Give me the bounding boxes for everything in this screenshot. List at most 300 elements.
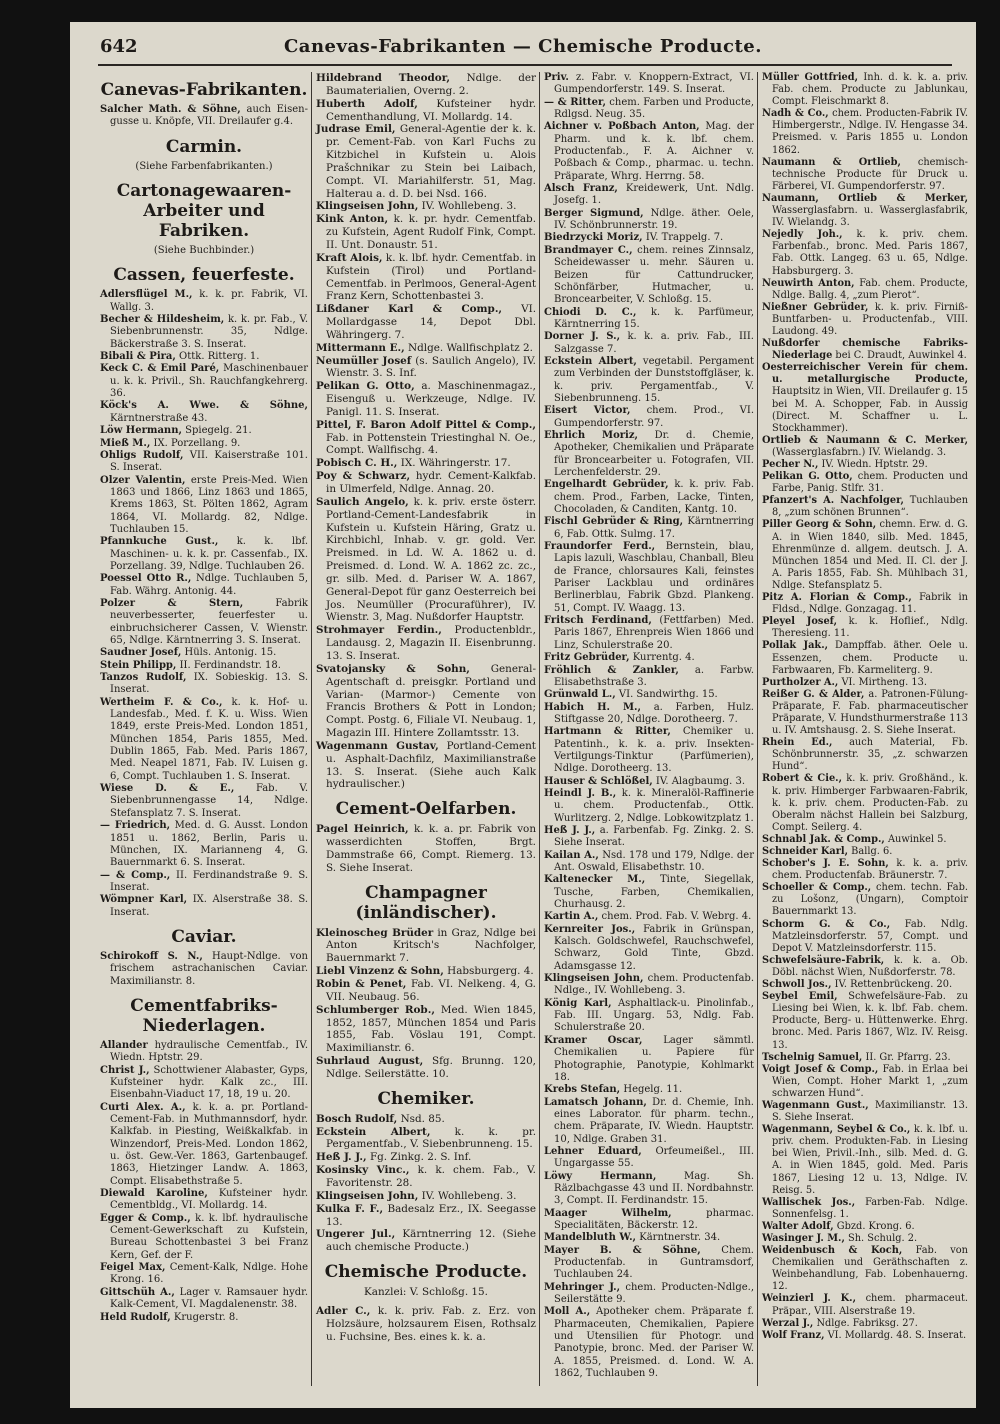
directory-entry bbox=[762, 1221, 968, 1233]
directory-entry bbox=[762, 519, 968, 592]
entry-name: Adlersflügel M., bbox=[100, 289, 193, 301]
entry-details: IX. Porzellang. 9. bbox=[150, 437, 241, 449]
entry-name: Ungerer Jul., bbox=[316, 1228, 396, 1241]
entry-name: Saudner Josef, bbox=[100, 647, 182, 659]
directory-entry bbox=[544, 479, 754, 516]
column-4 bbox=[762, 72, 968, 1342]
entry-details: chemisch-technische Producte für Druck u. Färberei, VI. Gumpendorferstr. 97. bbox=[772, 156, 968, 192]
entry-name: Tschelnig Samuel, bbox=[762, 1051, 863, 1063]
entry-name: Tanzos Rudolf, bbox=[100, 672, 187, 684]
directory-entry bbox=[544, 726, 754, 775]
directory-entry bbox=[762, 338, 968, 362]
entry-name: Köck's A. Wwe. & Söhne, bbox=[100, 400, 308, 412]
entry-details: VI. Mollardgasse 14, Depot Dbl. Währingerg. 7. bbox=[326, 303, 536, 341]
directory-entry bbox=[762, 1064, 968, 1100]
entry-details: Ndlge. der Baumaterialien, Overng. 2. bbox=[326, 72, 537, 97]
directory-entry bbox=[544, 516, 754, 541]
entry-details: Spiegelg. 21. bbox=[181, 425, 252, 437]
directory-entry bbox=[316, 823, 536, 874]
entry-name: Maager Wilhelm, bbox=[544, 1207, 672, 1219]
directory-entry bbox=[100, 400, 308, 425]
entry-details: chem. Productenfab. Ndlge., IV. Wohllebeng. 3. bbox=[554, 973, 754, 997]
entry-details: auch Material, Fb. Schönbrunnerstr. 35, „z. schwarzen Hund“. bbox=[772, 737, 968, 773]
entry-details: Farben-Fab. Ndlge. Sonnenfelsg. 1. bbox=[772, 1196, 968, 1220]
entry-details: k. k. a. pr. Portland-Cement-Fab. in Muthmannsdorf, hydr. Kalkfab. in Piesting, Weißkalkfab. in Winzendorf, Preis-Med. London 1862, u. öst. Gew.-Ver. 1863, Gartenbaugef. 1863, Hietzinger Landw. A. 1863, Compt. Elisabethstraße 5. bbox=[110, 1101, 309, 1187]
entry-details: Ottk. Ritterg. 1. bbox=[175, 351, 260, 363]
entry-name: Svatojansky & Sohn, bbox=[316, 662, 470, 675]
entry-details: k. k. Parfümeur, Kärntnerring 15. bbox=[554, 306, 754, 330]
entry-details: Kurrentg. 4. bbox=[629, 652, 695, 664]
entry-details: Hüls. Antonig. 15. bbox=[181, 647, 277, 659]
directory-entry bbox=[544, 1232, 754, 1244]
entry-details: Ndlge. Tuchlauben 5, Fab. Währg. Antonig. 44. bbox=[110, 573, 309, 597]
directory-entry bbox=[316, 470, 536, 496]
column-divider bbox=[757, 72, 758, 1386]
entry-name: Klingseisen John, bbox=[544, 973, 644, 985]
directory-page bbox=[70, 22, 976, 1408]
directory-entry bbox=[100, 1065, 308, 1102]
directory-entry bbox=[100, 1102, 308, 1188]
directory-entry bbox=[544, 1245, 754, 1282]
directory-entry bbox=[762, 1197, 968, 1221]
entry-details: in Graz, Ndlge bei Anton Kritsch's Nachfolger, Bauernmarkt 7. bbox=[326, 926, 536, 965]
directory-entry bbox=[544, 183, 754, 208]
directory-entry bbox=[762, 616, 968, 640]
entry-details: Fab. in Pottenstein Triestinghal N. Oe., Compt. Wallfischg. 4. bbox=[326, 431, 536, 457]
entry-name: Gittschüh A., bbox=[100, 1286, 175, 1298]
directory-entry bbox=[762, 689, 968, 737]
entry-details: Nsd. 85. bbox=[397, 1112, 445, 1125]
directory-entry bbox=[100, 660, 308, 672]
entry-details: k. k. pr. hydr. Cementfab. zu Kufstein, Agent Rudolf Fink, Compt. II. Unt. Donaustr. 51. bbox=[326, 213, 536, 251]
entry-details: Fabrik in Grünspan, Kalsch. Goldschwefel, Rauchschwefel, Schwarz, Gold Tinte, Gbzd. Adamsgasse 12. bbox=[554, 923, 754, 972]
section-heading: Canevas-Fabrikanten. bbox=[100, 80, 308, 100]
entry-details: auch Eisen-gusse u. Knöpfe, VII. Dreilaufer g.4. bbox=[110, 104, 308, 128]
entry-name: Hildebrand Theodor, bbox=[316, 72, 451, 84]
directory-entry bbox=[762, 1233, 968, 1245]
directory-entry bbox=[544, 208, 754, 233]
entry-name: Lißdaner Karl & Comp., bbox=[316, 303, 503, 316]
directory-entry bbox=[762, 979, 968, 991]
entry-name: Keck C. & Emil Paré, bbox=[100, 363, 220, 375]
entry-name: Hartmann & Ritter, bbox=[544, 726, 671, 738]
entry-name: Wolf Franz, bbox=[762, 1329, 825, 1341]
directory-entry bbox=[100, 870, 308, 895]
column-divider bbox=[311, 72, 312, 1386]
directory-entry bbox=[316, 1228, 536, 1254]
entry-details: Wasserglasfabrn. u. Wasserglasfabrik, IV. Wielandg. 3. bbox=[772, 205, 968, 229]
entry-name: Schlumberger Rob., bbox=[316, 1003, 435, 1016]
entry-details: Orfeumeißel., III. Ungargasse 55. bbox=[554, 1145, 754, 1170]
entry-name: Eckstein Albert, bbox=[544, 355, 637, 367]
entry-name: Lamatsch Johann, bbox=[544, 1096, 647, 1108]
entry-name: Schober's J. E. Sohn, bbox=[762, 858, 889, 870]
directory-entry bbox=[100, 894, 308, 919]
entry-details: Tuchlauben 8, „zum schönen Brunnen“. bbox=[772, 495, 969, 519]
directory-entry bbox=[544, 776, 754, 788]
directory-entry bbox=[100, 1262, 308, 1287]
directory-entry bbox=[316, 200, 536, 213]
directory-entry bbox=[762, 846, 968, 858]
entry-name: Mieß M., bbox=[100, 437, 151, 449]
directory-entry bbox=[316, 1113, 536, 1126]
entry-details: IV. Wohllebeng. 3. bbox=[418, 200, 517, 213]
entry-details: k. k. Mineralöl-Raffinerie u. chem. Productenfab., Ottk. Wurlitzerg. 2, Ndlge. Lobkowitzplatz 1. bbox=[554, 787, 754, 824]
entry-name: Fraundorfer Ferd., bbox=[544, 541, 656, 553]
directory-entry bbox=[100, 351, 308, 363]
entry-name: Wasinger J. M., bbox=[762, 1233, 845, 1244]
entry-name: Brandmayer C., bbox=[544, 244, 633, 256]
directory-entry bbox=[100, 1040, 308, 1065]
entry-name: Weinzierl J. K., bbox=[762, 1293, 857, 1305]
directory-entry bbox=[762, 229, 968, 277]
entry-details: Maschinenbauer u. k. k. Privil., Sh. Rauchfangkehrerg. 36. bbox=[110, 363, 308, 400]
entry-details: Sfg. Brunng. 120, Ndlge. Seilerstätte. 10. bbox=[326, 1055, 536, 1080]
entry-details: Portland-Cement u. Asphalt-Dachfilz, Maximilianstraße 13. S. Inserat. (Siehe auch Kalk hydraulischer.) bbox=[326, 739, 536, 791]
entry-name: Strohmayer Ferdin., bbox=[316, 624, 442, 637]
directory-entry bbox=[762, 882, 968, 918]
entry-details: Fabrik in Fldsd., Ndlge. Gonzagag. 11. bbox=[772, 592, 968, 616]
entry-name: Kink Anton, bbox=[316, 213, 389, 226]
entry-name: Nießner Gebrüder, bbox=[762, 301, 869, 313]
entry-name: Kraft Alois, bbox=[316, 251, 383, 264]
entry-details: erste Preis-Med. Wien 1863 und 1866, Linz 1863 und 1865, Krems 1863, St. Pölten 1862, Agram 1864, VI. Mollardg. 82, Ndlge. Tuchlauben 15. bbox=[110, 474, 308, 535]
entry-details: Nsd. 178 und 179, Ndlge. der Ant. Oswald, Elisabethstr. 10. bbox=[554, 849, 754, 873]
entry-name: Pobisch C. H., bbox=[316, 457, 398, 470]
entry-details: Med. Wien 1845, 1852, 1857, München 1854 und Paris 1855, Fab. Vöslau 191, Compt. Maximilianstr. 6. bbox=[326, 1003, 537, 1055]
directory-entry bbox=[544, 1208, 754, 1233]
entry-name: Werzal J., bbox=[762, 1317, 814, 1329]
entry-details: Dr. d. Chemie, Inh. eines Laborator. für pharm. techn., chem. Präparate, IV. Wiedn. Hauptstr. 10, Ndlge. Graben 31. bbox=[554, 1096, 754, 1145]
entry-name: Pelikan G. Otto, bbox=[316, 380, 415, 393]
directory-entry bbox=[544, 541, 754, 615]
directory-entry bbox=[762, 592, 968, 616]
entry-details: k. k. a. priv. chem. Productenfab. Bräunerstr. 7. bbox=[772, 858, 968, 882]
directory-entry bbox=[100, 951, 308, 988]
entry-name: Neuwirth Anton, bbox=[762, 277, 855, 289]
entry-details: Kufsteiner hydr. Cementhandlung, VI. Mollardg. 14. bbox=[326, 97, 536, 123]
directory-entry bbox=[316, 72, 536, 98]
directory-entry bbox=[316, 355, 536, 381]
entry-details: Fab. VI. Nelkeng. 4, G. VII. Neubaug. 56. bbox=[326, 978, 536, 1003]
directory-entry bbox=[100, 573, 308, 598]
directory-entry bbox=[544, 405, 754, 430]
entry-name: Schwefelsäure-Fabrik, bbox=[762, 954, 885, 966]
entry-details: IV. Wiedn. Hptstr. 29. bbox=[818, 459, 928, 470]
directory-entry bbox=[316, 213, 536, 252]
directory-entry bbox=[316, 965, 536, 978]
directory-entry bbox=[544, 874, 754, 911]
entry-details: a. Maschinenmagaz., Eisenguß u. Werkzeuge, Ndlge. IV. Panigl. 11. S. Inserat. bbox=[326, 380, 536, 418]
entry-details: chem. techn. Fab. zu Lošonz, (Ungarn), Comptoir Bauernmarkt 13. bbox=[772, 882, 968, 918]
column-1 bbox=[100, 72, 308, 1324]
entry-details: k. k. Hof- u. Landesfab., Med. f. K. u. Wiss. Wien 1849, erste Preis-Med. London 1851, München 1854, Paris 1855, Med. Dublin 1865, Fab. Med. Paris 1867, Med. Neapel 1871, Fab. IV. Luisen g. 6, Compt. Tuchlauben 1. S. Inserat. bbox=[110, 696, 308, 782]
entry-details: k. k. pr. Fabrik, VI. Wallg. 3. bbox=[110, 289, 308, 313]
entry-details: k. k. lbf. Maschinen- u. k. k. pr. Cassenfab., IX. Porzellang. 39, Ndlge. Tuchlauben 26. bbox=[110, 536, 308, 572]
column-2 bbox=[316, 72, 536, 1343]
entry-details: k. k. lbf. hydraulische Cement-Gewerkschaft zu Kufstein, Bureau Schottenbastei 3 bei Franz Kern, Gef. der F. bbox=[110, 1212, 308, 1261]
entry-name: Seybel Emil, bbox=[762, 991, 838, 1003]
entry-details: k. k. lbf. hydr. Cementfab. in Kufstein (Tirol) und Portland-Cementfab. in Perlmoos, General-Agent Franz Kern, Schottenbastei 3. bbox=[326, 251, 536, 303]
entry-details: a. Patronen-Fülung-Präparate, F. Fab. pharmaceutischer Präparate, V. Hundsthurmerstraße 113 u. IV. Amtshausg. 2. S. Siehe Inserat. bbox=[772, 688, 968, 737]
directory-entry bbox=[316, 98, 536, 124]
entry-details: Chem. Productenfab. in Guntramsdorf, Tuchlauben 24. bbox=[554, 1244, 754, 1281]
entry-name: Pleyel Josef, bbox=[762, 616, 838, 628]
directory-entry bbox=[544, 788, 754, 825]
entry-details: bei C. Draudt, Auwinkel 4. bbox=[832, 350, 967, 362]
running-head: Canevas-Fabrikanten — Chemische Producte. bbox=[283, 36, 763, 57]
directory-entry bbox=[100, 1213, 308, 1262]
directory-entry bbox=[316, 342, 536, 355]
entry-details: IX. Sobieskig. 13. S. Inserat. bbox=[110, 672, 308, 696]
entry-name: Ortlieb & Naumann & C. Merker, bbox=[762, 434, 968, 446]
directory-entry bbox=[316, 1305, 536, 1344]
entry-name: Judrase Emil, bbox=[316, 123, 396, 136]
directory-entry bbox=[544, 924, 754, 973]
directory-entry bbox=[762, 955, 968, 979]
section-heading: Caviar. bbox=[171, 926, 237, 947]
entry-details: Lager sämmtl. Chemikalien u. Papiere für Photographie, Panotypie, Kohlmarkt 18. bbox=[554, 1034, 754, 1083]
entry-name: Voigt Josef & Comp., bbox=[762, 1063, 879, 1075]
entry-name: Berger Sigmund, bbox=[544, 207, 644, 219]
entry-name: Curti Alex. A., bbox=[100, 1101, 186, 1113]
entry-details: vegetabil. Pergament zum Verbinden der Dunststoffgläser, k. k. priv. Pergamentfab., V. Siebenbrunneng. 15. bbox=[554, 355, 754, 404]
directory-entry bbox=[762, 1052, 968, 1064]
directory-entry bbox=[762, 435, 968, 459]
entry-name: Ohligs Rudolf, bbox=[100, 449, 184, 461]
entry-details: Dr. d. Chemie, Apotheker, Chemikalien und Präparate für Broncearbeiter u. Fotografen, VII. Lerchenfelderstr. 29. bbox=[554, 429, 754, 478]
entry-name: Mehringer J., bbox=[544, 1281, 621, 1293]
entry-name: Wiese D. & E., bbox=[100, 783, 235, 795]
entry-name: Schneider Karl, bbox=[762, 846, 849, 857]
entry-name: Bosch Rudolf, bbox=[316, 1112, 398, 1125]
entry-name: Fröhlich & Zankler, bbox=[544, 664, 679, 676]
section-heading: Cartonagewaaren-Arbeiter und Fabriken. bbox=[116, 181, 292, 242]
directory-entry bbox=[762, 773, 968, 833]
entry-details: IV. Trappelg. 7. bbox=[642, 232, 724, 244]
entry-details: Tinte, Siegellak, Tusche, Farben, Chemikalien, Churhausg. 2. bbox=[554, 874, 754, 911]
entry-name: Kulka F. F., bbox=[316, 1202, 384, 1215]
directory-entry bbox=[316, 1055, 536, 1081]
entry-name: Wagenmann Gustav, bbox=[316, 739, 439, 752]
entry-details: chem. Prod., VI. Gumpendorferstr. 97. bbox=[554, 405, 754, 429]
directory-entry bbox=[100, 672, 308, 697]
entry-details: Krugerstr. 8. bbox=[170, 1311, 239, 1323]
entry-details: Fab. von Chemikalien und Geräthschaften z. Weinbehandlung, Fab. Lobenhauerng. 12. bbox=[772, 1245, 968, 1293]
entry-name: — Friedrich, bbox=[100, 820, 171, 832]
entry-details: z. Fabr. v. Knoppern-Extract, VI. Gumpendorferstr. 149. S. Inserat. bbox=[554, 72, 754, 96]
entry-name: Neumüller Josef bbox=[316, 354, 412, 367]
entry-details: k. k. pr. Fab., V. Siebenbrunnenstr. 35, Ndlge. Bäckerstraße 3. S. Inserat. bbox=[110, 314, 308, 350]
directory-entry bbox=[100, 363, 308, 400]
entry-name: Kernreiter Jos., bbox=[544, 923, 636, 935]
entry-name: Eckstein Albert, bbox=[316, 1125, 431, 1138]
entry-name: Nußdorfer chemische Fabriks-Niederlage bbox=[762, 338, 968, 362]
header-rule bbox=[98, 64, 952, 66]
directory-entry bbox=[316, 303, 536, 342]
entry-details: II. Gr. Pfarrg. 23. bbox=[862, 1051, 951, 1063]
entry-details: IV. Rettenbrückeng. 20. bbox=[831, 979, 953, 991]
entry-details: k. k. priv. erste österr. Portland-Cement-Landesfabrik in Kufstein u. Kufstein Häring, Gratz u. Kirchbichl, Inhab. v. gr. gold. Ver. Preismed. in Ld. W. A. 1862 u. d. Preismed. d. Lond. W. A. 1862 zc. zc., gr. silb. Med. d. Pariser W. A. 1867, General-Depot für ganz Oesterreich bei Jos. Neumüller (Procuraführer), IV. Wienstr. 3, Mag. Nußdorfer Hauptstr. bbox=[326, 495, 537, 624]
section-note: (Siehe Farbenfabrikanten.) bbox=[135, 160, 273, 172]
entry-details: chem. Prod. Fab. V. Webrg. 4. bbox=[598, 911, 752, 923]
entry-name: Pfannkuche Gust., bbox=[100, 536, 219, 548]
entry-name: Nadh & Co., bbox=[762, 108, 829, 120]
directory-entry bbox=[762, 278, 968, 302]
entry-details: IX. Alserstraße 38. S. Inserat. bbox=[110, 894, 308, 918]
entry-name: Pagel Heinrich, bbox=[316, 823, 409, 836]
entry-name: Reißer G. & Alder, bbox=[762, 688, 865, 700]
directory-entry bbox=[762, 471, 968, 495]
entry-name: Piller Georg & Sohn, bbox=[762, 519, 877, 531]
entry-name: Held Rudolf, bbox=[100, 1311, 171, 1323]
entry-details: Chemiker u. Patentinh., k. k. a. priv. Insekten-Vertilgungs-Tinktur (Parfümerien), Ndlge. Dorotheerg. 13. bbox=[554, 726, 754, 775]
entry-details: k. k. priv. Fab. z. Erz. von Holzsäure, holzsaurem Eisen, Rothsalz u. Fuchsine, Bes. eines k. k. a. bbox=[326, 1304, 536, 1343]
entry-name: Habich H. M., bbox=[544, 701, 642, 713]
entry-details: a. Farbenfab. Fg. Zinkg. 2. S. Siehe Inserat. bbox=[554, 824, 754, 849]
entry-name: Naumann, Ortlieb & Merker, bbox=[762, 192, 968, 204]
entry-name: Klingseisen John, bbox=[316, 200, 419, 213]
directory-entry bbox=[100, 475, 308, 537]
entry-details: chem. Producten-Fabrik IV. Himbergerstr., Ndlge. IV. Hengasse 34. Preismed. v. Paris 1855 u. London 1862. bbox=[772, 108, 968, 156]
directory-entry bbox=[316, 624, 536, 663]
entry-name: Kartin A., bbox=[544, 911, 599, 923]
entry-details: Haupt-Ndlge. von frischem astrachanischen Caviar. Maximilianstr. 8. bbox=[110, 950, 308, 987]
entry-details: Asphaltlack-u. Pinolinfab., Fab. III. Ungarg. 53, Ndlg. Fab. Schulerstraße 20. bbox=[554, 997, 754, 1034]
directory-entry bbox=[762, 1293, 968, 1317]
entry-name: Pelikan G. Otto, bbox=[762, 471, 853, 483]
entry-details: k. k. priv. Firniß-Buntfarben- u. Productenfab., VIII. Laudong. 49. bbox=[772, 301, 968, 337]
entry-name: — & Ritter, bbox=[544, 96, 606, 108]
entry-details: Sh. Schulg. 2. bbox=[844, 1233, 918, 1244]
entry-details: Badesalz Erz., IX. Seegasse 13. bbox=[326, 1202, 536, 1228]
entry-details: chem. Producten und Farbe, Panig. Stlfr. 31. bbox=[772, 471, 968, 495]
entry-details: VI. Sandwirthg. 15. bbox=[615, 689, 718, 701]
directory-entry bbox=[100, 1188, 308, 1213]
entry-name: Biedrzycki Moriz, bbox=[544, 232, 643, 244]
entry-name: Fischl Gebrüder & Ring, bbox=[544, 516, 684, 528]
entry-name: Kramer Oscar, bbox=[544, 1034, 643, 1046]
entry-name: Wömpner Karl, bbox=[100, 894, 188, 906]
entry-name: Rhein Ed., bbox=[762, 737, 833, 749]
entry-details: k. k. pr. Pergamentfab., V. Siebenbrunneng. 15. bbox=[326, 1125, 536, 1151]
directory-entry bbox=[762, 834, 968, 846]
entry-details: Mag. der Pharm. und k. k. lbf. chem. Productenfab., F. A. Aichner v. Poßbach & Comp., pharmac. u. techn. Präparate, Whrg. Herrng. 58. bbox=[554, 121, 754, 182]
entry-name: Müller Gottfried, bbox=[762, 72, 859, 83]
entry-name: Wagenmann Gust., bbox=[762, 1099, 869, 1111]
directory-entry bbox=[316, 1190, 536, 1203]
entry-details: Med. d. G. Ausst. London 1851 u. 1862, Berlin, Paris u. München, IX. Marianneng 4, G. Bauernmarkt 6. S. Inserat. bbox=[110, 820, 308, 869]
entry-name: Polzer & Stern, bbox=[100, 597, 244, 609]
entry-name: Liebl Vinzenz & Sohn, bbox=[316, 965, 444, 978]
directory-entry bbox=[762, 72, 968, 108]
directory-entry bbox=[544, 702, 754, 727]
entry-details: Fg. Zinkg. 2. S. Inf. bbox=[366, 1151, 472, 1164]
entry-details: Cement-Kalk, Ndlge. Hohe Krong. 16. bbox=[110, 1262, 308, 1286]
directory-entry bbox=[100, 598, 308, 647]
directory-entry bbox=[544, 1084, 754, 1096]
directory-entry bbox=[316, 740, 536, 791]
entry-name: Adler C., bbox=[316, 1304, 371, 1317]
directory-entry bbox=[544, 232, 754, 244]
entry-details: Fabrik neuverbesserter, feuerfester u. einbruchsicherer Cassen, V. Wienstr. 65, Ndlge. Kärntnerring 3. S. Inserat. bbox=[110, 597, 308, 646]
section-heading: Chemische Producte. bbox=[324, 1262, 528, 1283]
directory-entry bbox=[544, 615, 754, 652]
directory-entry bbox=[316, 380, 536, 419]
entry-details: Kärntnerring 12. (Siehe auch chemische Producte.) bbox=[326, 1228, 536, 1254]
entry-details: Kärntnerstraße 43. bbox=[110, 412, 208, 424]
directory-entry bbox=[544, 1097, 754, 1146]
entry-name: Hauser & Schlößel, bbox=[544, 775, 653, 787]
entry-name: Engelhardt Gebrüder, bbox=[544, 479, 669, 491]
directory-entry bbox=[544, 1171, 754, 1208]
directory-entry bbox=[100, 1287, 308, 1312]
directory-entry bbox=[762, 991, 968, 1051]
directory-entry bbox=[100, 450, 308, 475]
directory-entry bbox=[544, 1306, 754, 1380]
entry-name: Allander bbox=[100, 1039, 148, 1051]
entry-details: Inh. d. k. k. a. priv. Fab. chem. Producte zu Jablunkau, Compt. Fleischmarkt 8. bbox=[772, 72, 968, 108]
directory-entry bbox=[316, 1004, 536, 1055]
entry-name: Wagenmann, Seybel & Co., bbox=[762, 1124, 911, 1136]
entry-name: Kaltenecker M., bbox=[544, 874, 646, 886]
entry-details: hydraulische Cementfab., IV. Wiedn. Hptstr. 29. bbox=[110, 1039, 308, 1064]
entry-details: Hegelg. 11. bbox=[620, 1084, 683, 1096]
entry-name: Poessel Otto R., bbox=[100, 573, 192, 585]
directory-entry bbox=[544, 665, 754, 690]
entry-details: k. k. chem. Fab., V. Favoritenstr. 28. bbox=[326, 1164, 536, 1189]
directory-entry bbox=[544, 850, 754, 875]
entry-details: VII. Kaiserstraße 101. S. Inserat. bbox=[110, 449, 308, 474]
entry-name: Schoeller & Comp., bbox=[762, 882, 872, 894]
entry-name: Dorner J. S., bbox=[544, 331, 621, 343]
entry-name: Pittel, F. Baron Adolf Pittel & Comp., bbox=[316, 418, 536, 431]
entry-details: k. k. Hoflief., Ndlg. Theresieng. 11. bbox=[772, 616, 968, 640]
directory-entry bbox=[762, 1318, 968, 1330]
entry-details: Kärntnerstr. 34. bbox=[636, 1232, 721, 1244]
entry-details: a. Farben, Hulz. Stiftgasse 20, Ndlge. Dorotheerg. 7. bbox=[554, 701, 754, 725]
section-heading: Champagner (inländischer). bbox=[355, 882, 497, 923]
entry-details: Schottwiener Alabaster, Gyps, Kufsteiner hydr. Kalk zc., III. Eisenbahn-Viaduct 17, 18, 19 u. 20. bbox=[110, 1064, 308, 1101]
entry-details: Bernstein, blau, Lapis lazuli, Waschblau, Chanball, Bleu de France, chlorsaures Kali, feinstes Pariser Lackblau und ordinäres Berlinerblau, Fabrik Gbzd. Plankeng. 51, Compt. IV. Waagg. 13. bbox=[554, 541, 754, 614]
directory-entry bbox=[100, 1312, 308, 1324]
directory-entry bbox=[544, 652, 754, 664]
entry-details: General-Agentschaft d. preisgkr. Portland und Varian- (Marmor-) Cemente von Francis Brothers & Pott in London; Compt. Postg. 6, Filiale VI. Neubaug. 1, Magazin III. Hintere Zollamtsstr. 13. bbox=[326, 662, 536, 740]
entry-details: chem. pharmaceut. Präpar., VIII. Alserstraße 19. bbox=[772, 1293, 968, 1317]
entry-details: Kreidewerk, Unt. Ndlg. Josefg. 1. bbox=[554, 183, 754, 207]
directory-entry bbox=[762, 677, 968, 689]
directory-entry bbox=[316, 419, 536, 458]
entry-details: VI. Mollardg. 48. S. Inserat. bbox=[824, 1329, 967, 1341]
entry-details: Ndlge. Wallfischplatz 2. bbox=[404, 341, 533, 354]
entry-name: Grünwald L., bbox=[544, 689, 616, 701]
entry-name: — & Comp., bbox=[100, 869, 171, 881]
directory-entry bbox=[544, 1282, 754, 1307]
entry-name: Robert & Cie., bbox=[762, 773, 842, 785]
entry-name: Schnabl Jak. & Comp., bbox=[762, 833, 885, 845]
entry-name: Schwoll Jos., bbox=[762, 979, 832, 991]
entry-name: Ehrlich Moriz, bbox=[544, 429, 638, 441]
directory-entry bbox=[762, 302, 968, 338]
entry-name: Mandelbluth W., bbox=[544, 1232, 637, 1244]
page-number: 642 bbox=[100, 36, 138, 57]
entry-details: Fab. Ndlg. Matzleinsdorferstr. 57, Compt. und Depot V. Matzleinsdorferstr. 115. bbox=[772, 918, 968, 954]
entry-name: Kailan A., bbox=[544, 849, 599, 861]
entry-details: Ndlge. äther. Oele, IV. Schönbrunnerstr. 19. bbox=[554, 207, 755, 232]
directory-entry bbox=[100, 820, 308, 869]
entry-details: hydr. Cement-Kalkfab. in Ulmerfeld, Ndlge. Annag. 20. bbox=[326, 470, 536, 495]
entry-name: Nejedly Joh., bbox=[762, 229, 843, 241]
